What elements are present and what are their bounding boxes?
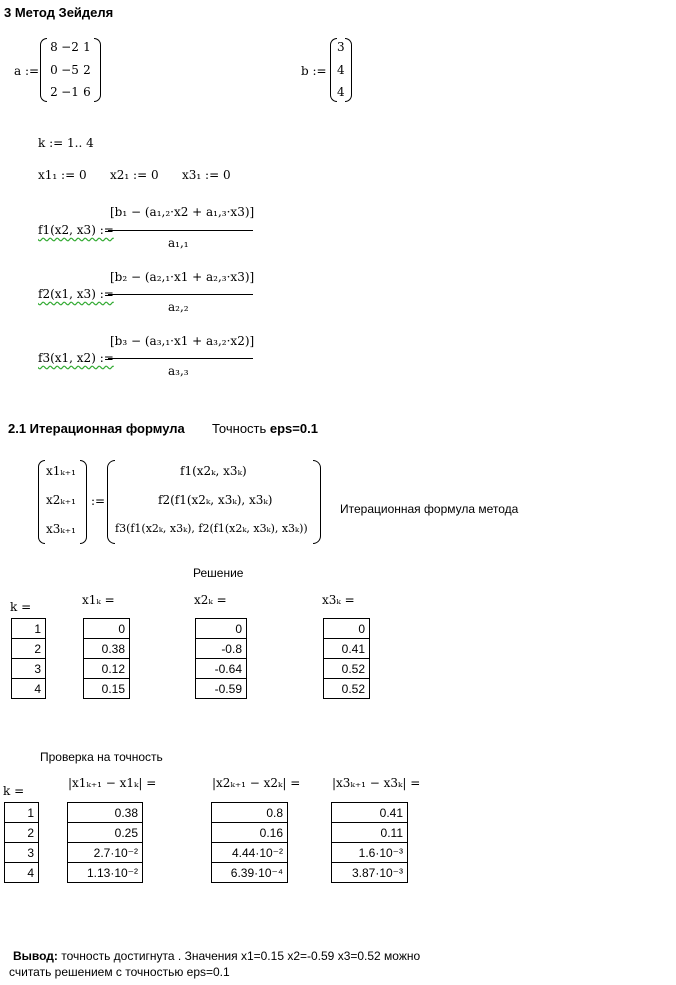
accuracy-prefix: Точность	[212, 421, 270, 436]
table-cell: 0.52	[324, 659, 370, 679]
matrix-a-left-paren	[40, 38, 47, 102]
matrix-a-cell: −2	[61, 40, 79, 54]
conclusion-text: точность достигнута . Значения x1=0.15 x2=-0.59 x3=0.52 можно	[57, 949, 421, 963]
solution-k-label: k =	[10, 600, 32, 614]
table-cell: 0.12	[84, 659, 130, 679]
iteration-assign: :=	[91, 494, 106, 508]
vector-b-cell: 4	[337, 85, 345, 99]
page-title: 3 Метод Зейделя	[4, 5, 114, 20]
solution-x2-table	[195, 618, 247, 699]
solution-caption: Решение	[193, 566, 244, 580]
table-cell: -0.8	[196, 639, 247, 659]
iteration-lhs-left-paren	[38, 460, 45, 544]
table-cell: 4.44·10⁻²	[212, 843, 288, 863]
iteration-rhs-left-paren	[107, 460, 115, 544]
solution-x3-table	[323, 618, 370, 699]
check-d2-label: |x2ₖ₊₁ − x2ₖ| =	[212, 776, 301, 790]
table-cell: 2	[12, 639, 46, 659]
iteration-rhs-f3: f3(f1(x2ₖ, x3ₖ), f2(f1(x2ₖ, x3ₖ), x3ₖ))	[115, 522, 308, 535]
function-f1-denominator: a₁,₁	[168, 236, 189, 250]
table-cell: 0.52	[324, 679, 370, 699]
function-f2-denominator: a₂,₂	[168, 300, 189, 314]
iteration-note: Итерационная формула метода	[340, 502, 519, 516]
table-cell: 3.87·10⁻³	[332, 863, 408, 883]
table-cell: 3	[12, 659, 46, 679]
check-d1-label: |x1ₖ₊₁ − x1ₖ| =	[68, 776, 157, 790]
matrix-a-cell: 2	[83, 63, 91, 77]
function-f1-name: f1(x2, x3) :=	[38, 223, 114, 237]
table-cell: 0.11	[332, 823, 408, 843]
matrix-a-label: a :=	[14, 64, 40, 78]
table-cell: 0.38	[84, 639, 130, 659]
matrix-a-cell: 2	[50, 85, 58, 99]
iteration-lhs-x1: x1ₖ₊₁	[46, 464, 76, 478]
function-f3-name: f3(x1, x2) :=	[38, 351, 114, 365]
init-x1: x1₁ := 0	[38, 168, 87, 182]
check-d3-table	[331, 802, 408, 883]
table-cell: 4	[12, 679, 46, 699]
table-cell: 1	[12, 619, 46, 639]
table-cell: 3	[5, 843, 39, 863]
function-f1-fraction-bar	[108, 230, 253, 231]
vector-b-cell: 3	[337, 40, 345, 54]
table-cell: 1	[5, 803, 39, 823]
accuracy-value: eps=0.1	[269, 421, 318, 436]
table-cell: 0.25	[68, 823, 143, 843]
solution-x1-label: x1ₖ =	[82, 593, 115, 607]
check-d3-label: |x3ₖ₊₁ − x3ₖ| =	[332, 776, 421, 790]
vector-b-cell: 4	[337, 63, 345, 77]
check-k-label: k =	[3, 784, 25, 798]
iteration-lhs-x2: x2ₖ₊₁	[46, 493, 76, 507]
range-definition: k := 1.. 4	[38, 136, 94, 150]
function-f2-fraction-bar	[108, 294, 253, 295]
table-cell: 2	[5, 823, 39, 843]
table-cell: 0.41	[324, 639, 370, 659]
init-x3: x3₁ := 0	[182, 168, 231, 182]
section-heading: 2.1 Итерационная формула	[8, 421, 185, 436]
check-d1-table	[67, 802, 143, 883]
solution-k-table	[11, 618, 46, 699]
matrix-a-cell: −1	[61, 85, 79, 99]
function-f3-fraction-bar	[108, 358, 253, 359]
matrix-a-cell: 1	[83, 40, 91, 54]
table-cell: 0.38	[68, 803, 143, 823]
table-cell: 0.15	[84, 679, 130, 699]
table-cell: 1.13·10⁻²	[68, 863, 143, 883]
iteration-rhs-f2: f2(f1(x2ₖ, x3ₖ), x3ₖ)	[158, 493, 273, 507]
iteration-rhs-right-paren	[313, 460, 321, 544]
conclusion-line2: считать решением с точностью eps=0.1	[9, 965, 230, 979]
vector-b-left-paren	[330, 38, 337, 102]
init-x2: x2₁ := 0	[110, 168, 159, 182]
iteration-lhs-x3: x3ₖ₊₁	[46, 522, 76, 536]
matrix-a-cell: −5	[61, 63, 79, 77]
table-cell: 0	[84, 619, 130, 639]
function-f3-numerator: [b₃ − (a₃,₁·x1 + a₃,₂·x2)]	[110, 334, 255, 348]
matrix-a-cell: 0	[50, 63, 58, 77]
matrix-a-cell: 8	[50, 40, 58, 54]
function-f2-name: f2(x1, x3) :=	[38, 287, 114, 301]
vector-b-label: b :=	[301, 64, 327, 78]
accuracy-note	[212, 421, 318, 436]
solution-x3-label: x3ₖ =	[322, 593, 355, 607]
table-cell: 2.7·10⁻²	[68, 843, 143, 863]
conclusion-line1	[13, 949, 420, 963]
iteration-lhs-right-paren	[80, 460, 87, 544]
table-cell: 6.39·10⁻⁴	[212, 863, 288, 883]
solution-x1-table	[83, 618, 130, 699]
table-cell: 0.8	[212, 803, 288, 823]
function-f3-denominator: a₃,₃	[168, 364, 189, 378]
table-cell: -0.64	[196, 659, 247, 679]
solution-x2-label: x2ₖ =	[194, 593, 227, 607]
table-cell: 0.41	[332, 803, 408, 823]
table-cell: 1.6·10⁻³	[332, 843, 408, 863]
matrix-a-right-paren	[94, 38, 101, 102]
iteration-rhs-f1: f1(x2ₖ, x3ₖ)	[180, 464, 247, 478]
table-cell: 0	[324, 619, 370, 639]
function-f2-numerator: [b₂ − (a₂,₁·x1 + a₂,₃·x3)]	[110, 270, 255, 284]
table-cell: 4	[5, 863, 39, 883]
check-k-table	[4, 802, 39, 883]
conclusion-bold: Вывод:	[13, 949, 58, 963]
check-caption: Проверка на точность	[40, 750, 163, 764]
table-cell: 0	[196, 619, 247, 639]
table-cell: -0.59	[196, 679, 247, 699]
vector-b-right-paren	[345, 38, 352, 102]
matrix-a-cell: 6	[83, 85, 91, 99]
check-d2-table	[211, 802, 288, 883]
function-f1-numerator: [b₁ − (a₁,₂·x2 + a₁,₃·x3)]	[110, 205, 255, 219]
table-cell: 0.16	[212, 823, 288, 843]
